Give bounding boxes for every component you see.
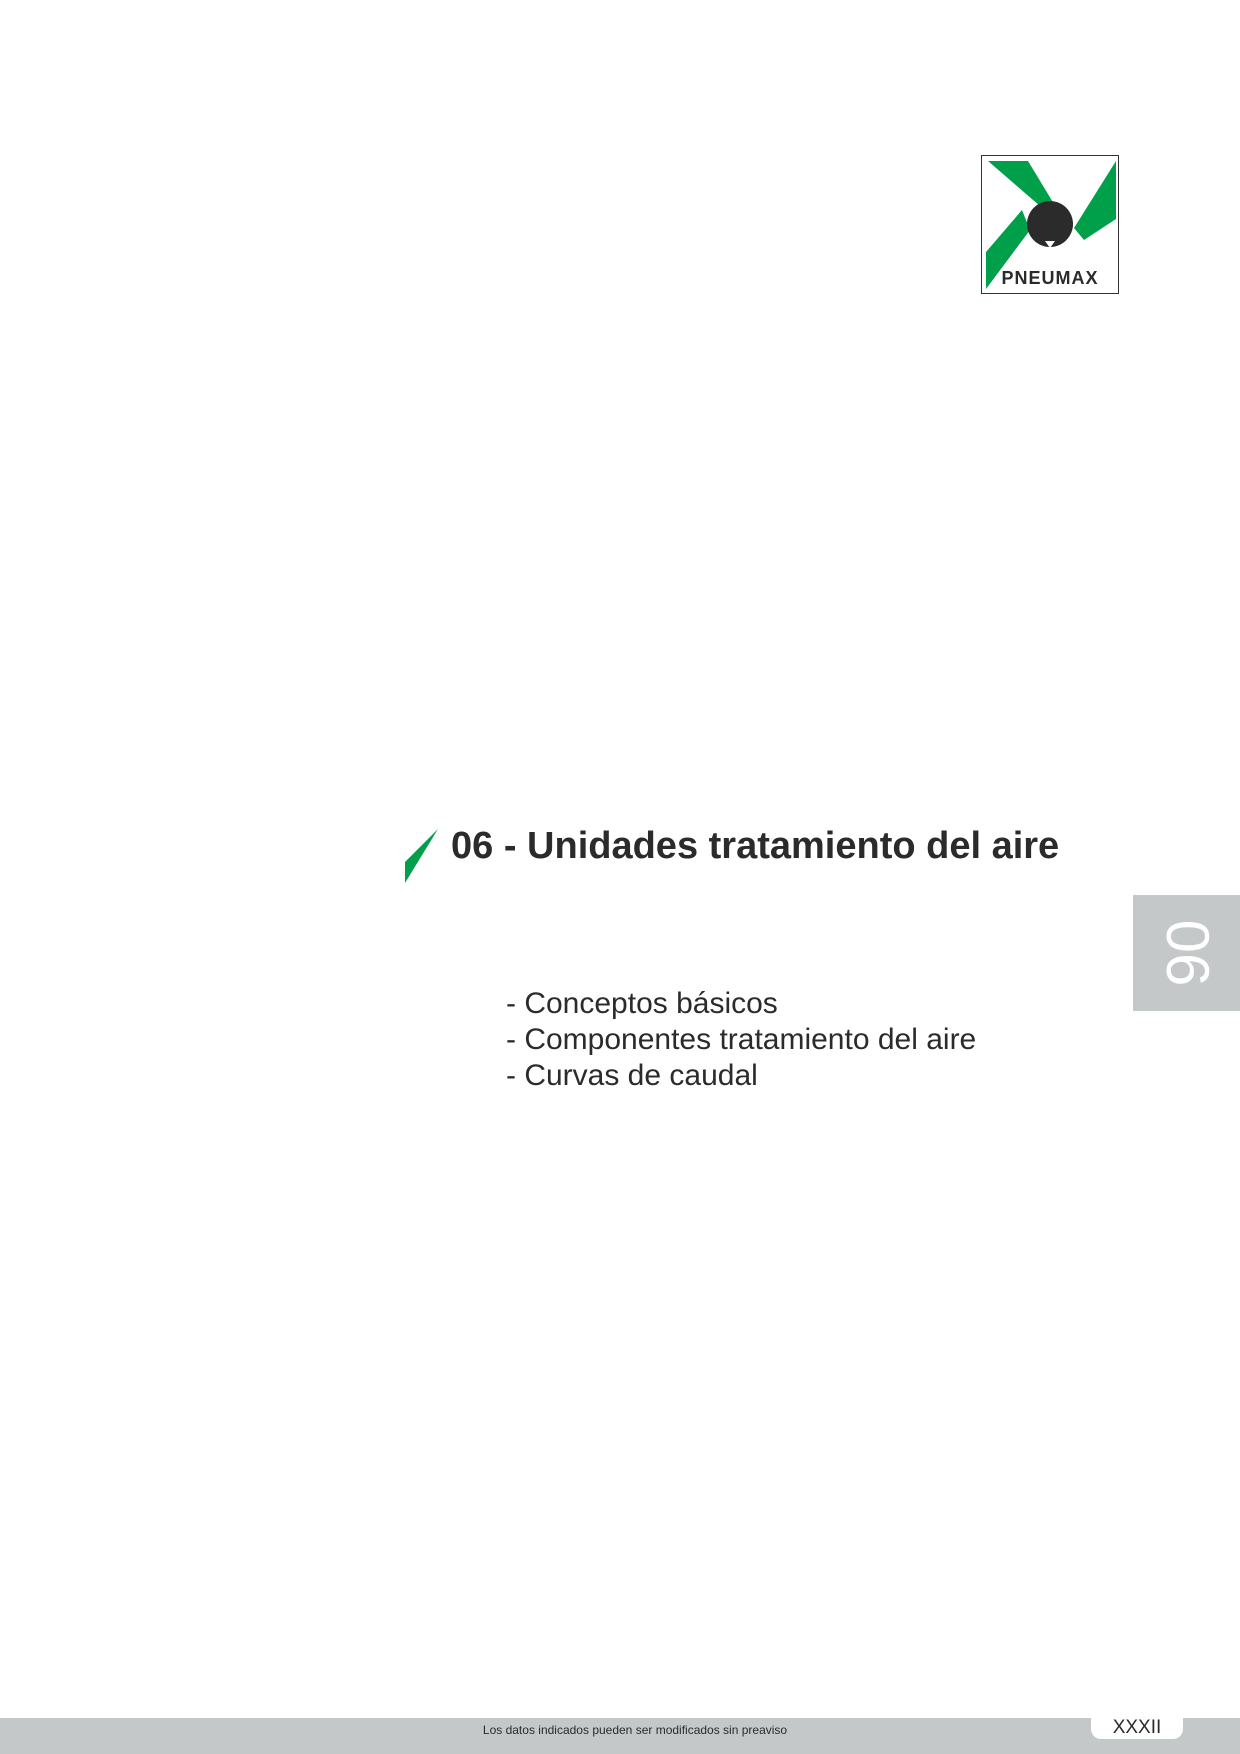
page-number: XXXII xyxy=(1091,1717,1183,1739)
list-item: - Conceptos básicos xyxy=(506,987,778,1020)
footer-disclaimer: Los datos indicados pueden ser modificados sin preaviso xyxy=(482,1723,788,1737)
chapter-contents-list xyxy=(506,986,976,1094)
pneumax-logo xyxy=(981,155,1119,294)
chapter-side-tab-label: 06 xyxy=(1153,919,1221,987)
green-slash-icon xyxy=(405,829,438,883)
chapter-side-tab xyxy=(1133,895,1240,1011)
logo-text: PNEUMAX xyxy=(1001,268,1099,288)
list-item: - Curvas de caudal xyxy=(506,1059,758,1092)
chapter-title: 06 - Unidades tratamiento del aire xyxy=(451,825,1060,867)
list-item: - Componentes tratamiento del aire xyxy=(506,1023,977,1056)
